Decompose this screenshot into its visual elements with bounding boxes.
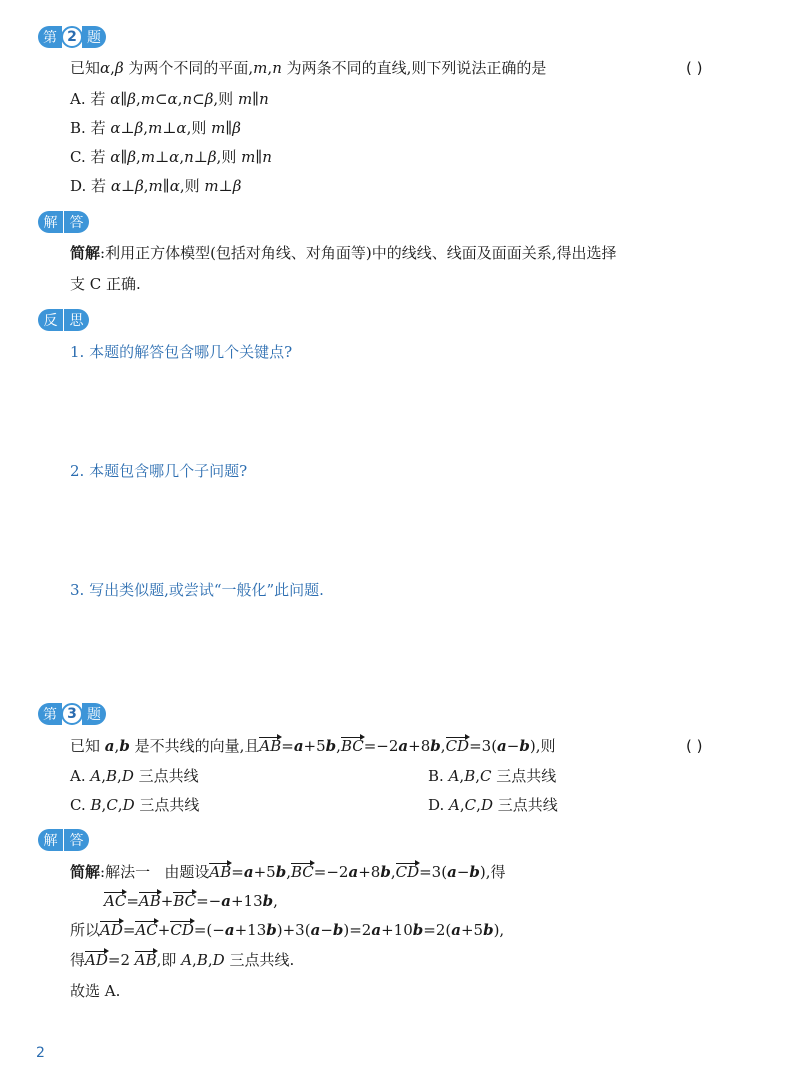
solution-label: 简解	[70, 244, 101, 262]
badge-jie: 解	[38, 211, 63, 233]
answer-paren-2: ( )	[686, 59, 703, 77]
badge-di: 第	[38, 703, 62, 725]
badge-di: 第	[38, 26, 62, 48]
badge-ti: 题	[82, 703, 106, 725]
badge-si: 思	[64, 309, 89, 331]
page-number: 2	[36, 1045, 45, 1061]
badge-ti: 题	[82, 26, 106, 48]
option-a[interactable]: A. A,B,D 三点共线	[70, 767, 199, 785]
badge-da: 答	[64, 829, 89, 851]
problem-2-stem: 已知α,β 为两个不同的平面,m,n 为两条不同的直线,则下列说法正确的是	[70, 59, 547, 77]
reflection-q3: 3. 写出类似题,或尝试“一般化”此问题.	[70, 581, 324, 599]
option-c[interactable]: C. 若 α∥β,m⊥α,n⊥β,则 m∥n	[70, 148, 272, 166]
option-c[interactable]: C. B,C,D 三点共线	[70, 796, 200, 814]
solution-3-final: 故选 A.	[70, 982, 121, 1000]
reflection-badge	[38, 309, 89, 331]
solution-2-line2: 支 C 正确.	[70, 275, 141, 293]
option-b[interactable]: B. A,B,C 三点共线	[428, 767, 557, 785]
option-a[interactable]: A. 若 α∥β,m⊂α,n⊂β,则 m∥n	[70, 90, 269, 108]
option-d[interactable]: D. A,C,D 三点共线	[428, 796, 558, 814]
solution-2-badge	[38, 211, 89, 233]
answer-paren-3: ( )	[686, 737, 703, 755]
option-b[interactable]: B. 若 α⊥β,m⊥α,则 m∥β	[70, 119, 241, 137]
solution-label: 简解	[70, 863, 101, 881]
solution-3-badge	[38, 829, 89, 851]
badge-da: 答	[64, 211, 89, 233]
reflection-q2: 2. 本题包含哪几个子问题?	[70, 462, 248, 480]
solution-3-line4: 得AD=2 AB,即 A,B,D 三点共线.	[70, 951, 295, 969]
solution-3-line1: 简解:解法一 由题设AB=a+5b,BC=−2a+8b,CD=3(a−b),得	[70, 863, 506, 881]
problem-3-badge	[38, 703, 106, 725]
badge-fan: 反	[38, 309, 63, 331]
option-d[interactable]: D. 若 α⊥β,m∥α,则 m⊥β	[70, 177, 242, 195]
solution-2-line1: 简解:利用正方体模型(包括对角线、对角面等)中的线线、线面及面面关系,得出选择	[70, 244, 617, 262]
badge-number: 2	[61, 26, 83, 48]
problem-3-stem: 已知 a,b 是不共线的向量,且AB=a+5b,BC=−2a+8b,CD=3(a−b),则	[70, 737, 556, 755]
badge-number: 3	[61, 703, 83, 725]
reflection-q1: 1. 本题的解答包含哪几个关键点?	[70, 343, 293, 361]
badge-jie: 解	[38, 829, 63, 851]
solution-3-line3: 所以AD=AC+CD=(−a+13b)+3(a−b)=2a+10b=2(a+5b),	[70, 921, 505, 939]
solution-3-line2: AC=AB+BC=−a+13b,	[104, 892, 278, 910]
problem-2-badge	[38, 26, 106, 48]
